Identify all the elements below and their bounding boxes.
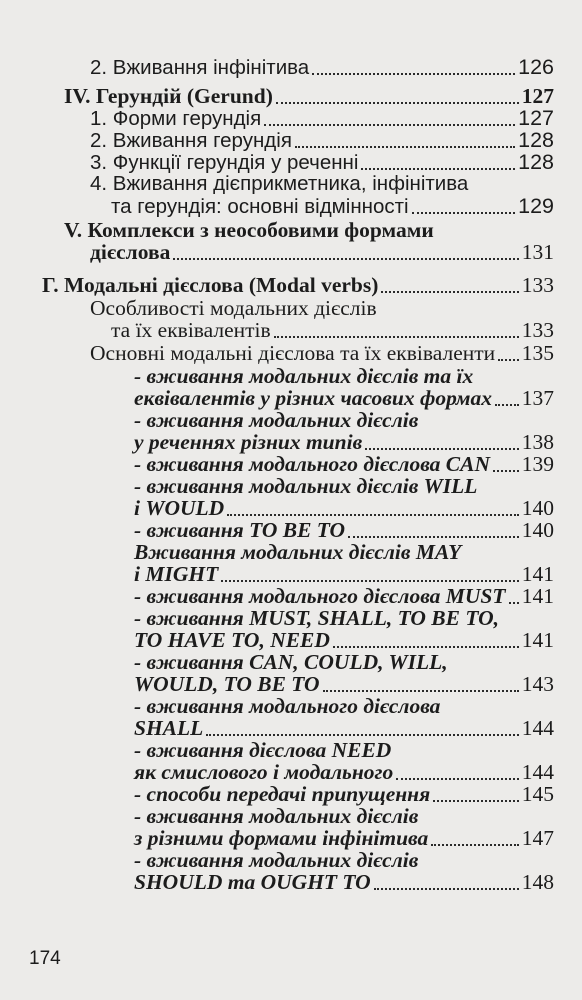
leader-dots [276, 101, 519, 104]
toc-entry [0, 847, 582, 897]
leader-dots [295, 145, 515, 148]
leader-dots [333, 645, 519, 648]
toc-entry-text: Особливості модальних дієслів [90, 296, 377, 320]
toc-entry-text: 2. Вживання інфінітива [90, 56, 310, 79]
toc-entry-text: Г. Модальні дієслова (Modal verbs) [42, 273, 379, 297]
toc-entry-text: еквівалентів у різних часових формах [134, 386, 492, 410]
toc-entry-text: як смислового і модального [134, 760, 394, 784]
toc-entry-text: 3. Функції герундія у реченні [90, 151, 359, 174]
toc-page-number: 126 [518, 55, 554, 79]
leader-dots [274, 335, 519, 338]
toc-entry-text: WOULD, TO BE TO [134, 672, 320, 696]
toc-page-number: 135 [521, 341, 554, 365]
toc-page-number: 140 [521, 496, 554, 520]
leader-dots [173, 257, 518, 260]
toc-entry-text: 1. Форми герундія [90, 107, 262, 130]
toc-entry-text: - вживання модального дієслова [134, 694, 441, 718]
toc-entry [0, 539, 582, 589]
toc-entry [0, 295, 582, 345]
toc-page-number: 129 [518, 194, 554, 218]
toc-entry-text: та їх еквівалентів [111, 318, 271, 342]
toc-entry [0, 605, 582, 655]
leader-dots [412, 211, 516, 214]
toc-entry-text: Основні модальні дієслова та їх еквіваленти [90, 341, 496, 365]
leader-dots [493, 469, 519, 472]
toc-entry-text: - вживання модальних дієслів [134, 804, 419, 828]
toc-page-number: 141 [521, 562, 554, 586]
leader-dots [365, 447, 519, 450]
toc-entry [0, 54, 582, 82]
toc-page-number: 137 [521, 386, 554, 410]
toc-entry-text: V. Комплекси з неособовими формами [64, 218, 434, 242]
toc-entry [0, 473, 582, 523]
toc-entry-text: дієслова [90, 240, 171, 264]
toc-entry-text: IV. Герундій (Gerund) [64, 84, 273, 108]
leader-dots [396, 777, 519, 780]
toc-entry-text: - вживання модальних дієслів [134, 848, 419, 872]
toc-entry [0, 803, 582, 853]
toc-entry-text: - вживання модального дієслова CAN [134, 452, 490, 476]
toc-entry-text: - вживання модальних дієслів [134, 408, 419, 432]
leader-dots [433, 799, 519, 802]
toc-entry-text: Вживання модальних дієслів MAY [134, 540, 462, 564]
toc-entry-text: 4. Вживання дієприкметника, інфінітива [90, 172, 469, 195]
toc-page-number: 147 [521, 826, 554, 850]
page-number-footer: 174 [29, 948, 61, 969]
leader-dots [509, 601, 519, 604]
toc-entry-text: з різними формами інфінітива [134, 826, 429, 850]
toc-entry-text: TO HAVE TO, NEED [134, 628, 330, 652]
toc-entry-text: і WOULD [134, 496, 225, 520]
leader-dots [227, 513, 519, 516]
toc-entry-text: - вживання модальних дієслів WILL [134, 474, 478, 498]
toc-entry [0, 649, 582, 699]
toc-page-number: 141 [521, 584, 554, 608]
toc-entry-text: і MIGHT [134, 562, 219, 586]
toc-page-number: 127 [518, 106, 554, 130]
toc-page-number: 148 [521, 870, 554, 894]
toc-entry-text: та герундія: основні відмінності [111, 195, 409, 218]
toc-entry-text: 2. Вживання герундія [90, 129, 292, 152]
toc-entry [0, 171, 582, 221]
toc-page-number: 128 [518, 128, 554, 152]
leader-dots [312, 72, 515, 75]
toc-page-number: 141 [521, 628, 554, 652]
leader-dots [348, 535, 519, 538]
toc-page-number: 144 [521, 760, 554, 784]
toc-page-number: 133 [521, 273, 554, 297]
toc-entry-text: - способи передачі припущення [134, 782, 431, 806]
leader-dots [264, 123, 515, 126]
toc-entry-text: - вживання MUST, SHALL, TO BE TO, [134, 606, 499, 630]
toc-page-number: 128 [518, 150, 554, 174]
toc-entry [0, 693, 582, 743]
leader-dots [431, 843, 518, 846]
toc-page-number: 143 [521, 672, 554, 696]
toc-entry-text: - вживання дієслова NEED [134, 738, 392, 762]
toc-entry-text: у реченнях різних типів [134, 430, 363, 454]
toc-page-number: 138 [521, 430, 554, 454]
leader-dots [374, 887, 519, 890]
toc-entry-text: - вживання TO BE TO [134, 518, 346, 542]
toc-entry-text: - вживання модального дієслова MUST [134, 584, 506, 608]
toc-entry-text: SHALL [134, 716, 204, 740]
toc-entry-text: - вживання CAN, COULD, WILL, [134, 650, 448, 674]
leader-dots [498, 358, 519, 361]
toc-page-number: 133 [521, 318, 554, 342]
leader-dots [381, 290, 518, 293]
toc-entry-text: SHOULD та OUGHT TO [134, 870, 371, 894]
toc-page-number: 144 [521, 716, 554, 740]
toc-page-number: 145 [521, 782, 554, 806]
leader-dots [221, 579, 519, 582]
toc-entry [0, 407, 582, 457]
toc-page-number: 131 [521, 240, 554, 264]
toc-page-number: 139 [521, 452, 554, 476]
toc-entry [0, 217, 582, 267]
toc-entry [0, 737, 582, 787]
leader-dots [361, 167, 515, 170]
toc-entry [0, 363, 582, 413]
leader-dots [323, 689, 519, 692]
toc-entry-text: - вживання модальних дієслів та їх [134, 364, 474, 388]
toc-page-number: 127 [521, 84, 554, 108]
leader-dots [495, 403, 519, 406]
toc-page-number: 140 [521, 518, 554, 542]
leader-dots [206, 733, 518, 736]
